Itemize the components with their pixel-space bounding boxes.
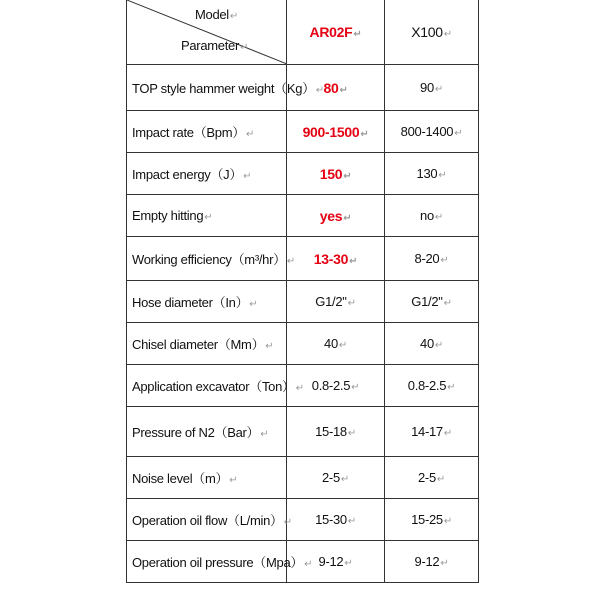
ar02f-value: 80↵ xyxy=(287,65,385,111)
parameter-name: Impact rate（Bpm）↵ xyxy=(127,111,287,153)
table-row xyxy=(127,153,479,195)
diagonal-header-cell xyxy=(127,0,287,65)
parameter-name: Working efficiency（m³/hr）↵ xyxy=(127,237,287,281)
parameter-name: Chisel diameter（Mm）↵ xyxy=(127,323,287,365)
table-row xyxy=(127,281,479,323)
parameter-name: Operation oil pressure（Mpa）↵ xyxy=(127,541,287,583)
ar02f-value: yes↵ xyxy=(287,195,385,237)
table-row xyxy=(127,111,479,153)
parameter-name: Noise level（m）↵ xyxy=(127,457,287,499)
x100-value: 130↵ xyxy=(385,153,479,195)
x100-value: 90↵ xyxy=(385,65,479,111)
table-row xyxy=(127,237,479,281)
ar02f-value: 150↵ xyxy=(287,153,385,195)
x100-value: 15-25↵ xyxy=(385,499,479,541)
ar02f-value: 40↵ xyxy=(287,323,385,365)
x100-value: 9-12↵ xyxy=(385,541,479,583)
model-x100-header: X100↵ xyxy=(385,0,479,65)
table-row xyxy=(127,65,479,111)
ar02f-value: 15-18↵ xyxy=(287,407,385,457)
ar02f-value: 2-5↵ xyxy=(287,457,385,499)
table-row xyxy=(127,407,479,457)
table-row xyxy=(127,499,479,541)
x100-value: 2-5↵ xyxy=(385,457,479,499)
spec-table xyxy=(126,0,479,583)
x100-value: 8-20↵ xyxy=(385,237,479,281)
table-row xyxy=(127,195,479,237)
header-row xyxy=(127,0,479,65)
x100-value: 14-17↵ xyxy=(385,407,479,457)
ar02f-value: 900-1500↵ xyxy=(287,111,385,153)
x100-value: 40↵ xyxy=(385,323,479,365)
ar02f-value: 13-30↵ xyxy=(287,237,385,281)
parameter-name: TOP style hammer weight（Kg）↵ xyxy=(127,65,287,111)
table-row xyxy=(127,365,479,407)
parameter-name: Pressure of N2（Bar）↵ xyxy=(127,407,287,457)
ar02f-value: 9-12↵ xyxy=(287,541,385,583)
table-row xyxy=(127,541,479,583)
table-row xyxy=(127,323,479,365)
model-ar02f-header: AR02F↵ xyxy=(287,0,385,65)
ar02f-value: 0.8-2.5↵ xyxy=(287,365,385,407)
ar02f-value: 15-30↵ xyxy=(287,499,385,541)
spec-comparison-table xyxy=(126,0,478,597)
x100-value: 0.8-2.5↵ xyxy=(385,365,479,407)
x100-value: no↵ xyxy=(385,195,479,237)
x100-value: G1/2"↵ xyxy=(385,281,479,323)
table-row xyxy=(127,457,479,499)
parameter-name: Hose diameter（In）↵ xyxy=(127,281,287,323)
ar02f-value: G1/2"↵ xyxy=(287,281,385,323)
model-label: Model↵ xyxy=(194,7,238,22)
parameter-name: Impact energy（J）↵ xyxy=(127,153,287,195)
parameter-name: Operation oil flow（L/min）↵ xyxy=(127,499,287,541)
parameter-name: Application excavator（Ton）↵ xyxy=(127,365,287,407)
parameter-name: Empty hitting↵ xyxy=(127,195,287,237)
parameter-label: Parameter↵ xyxy=(181,38,249,53)
x100-value: 800-1400↵ xyxy=(385,111,479,153)
